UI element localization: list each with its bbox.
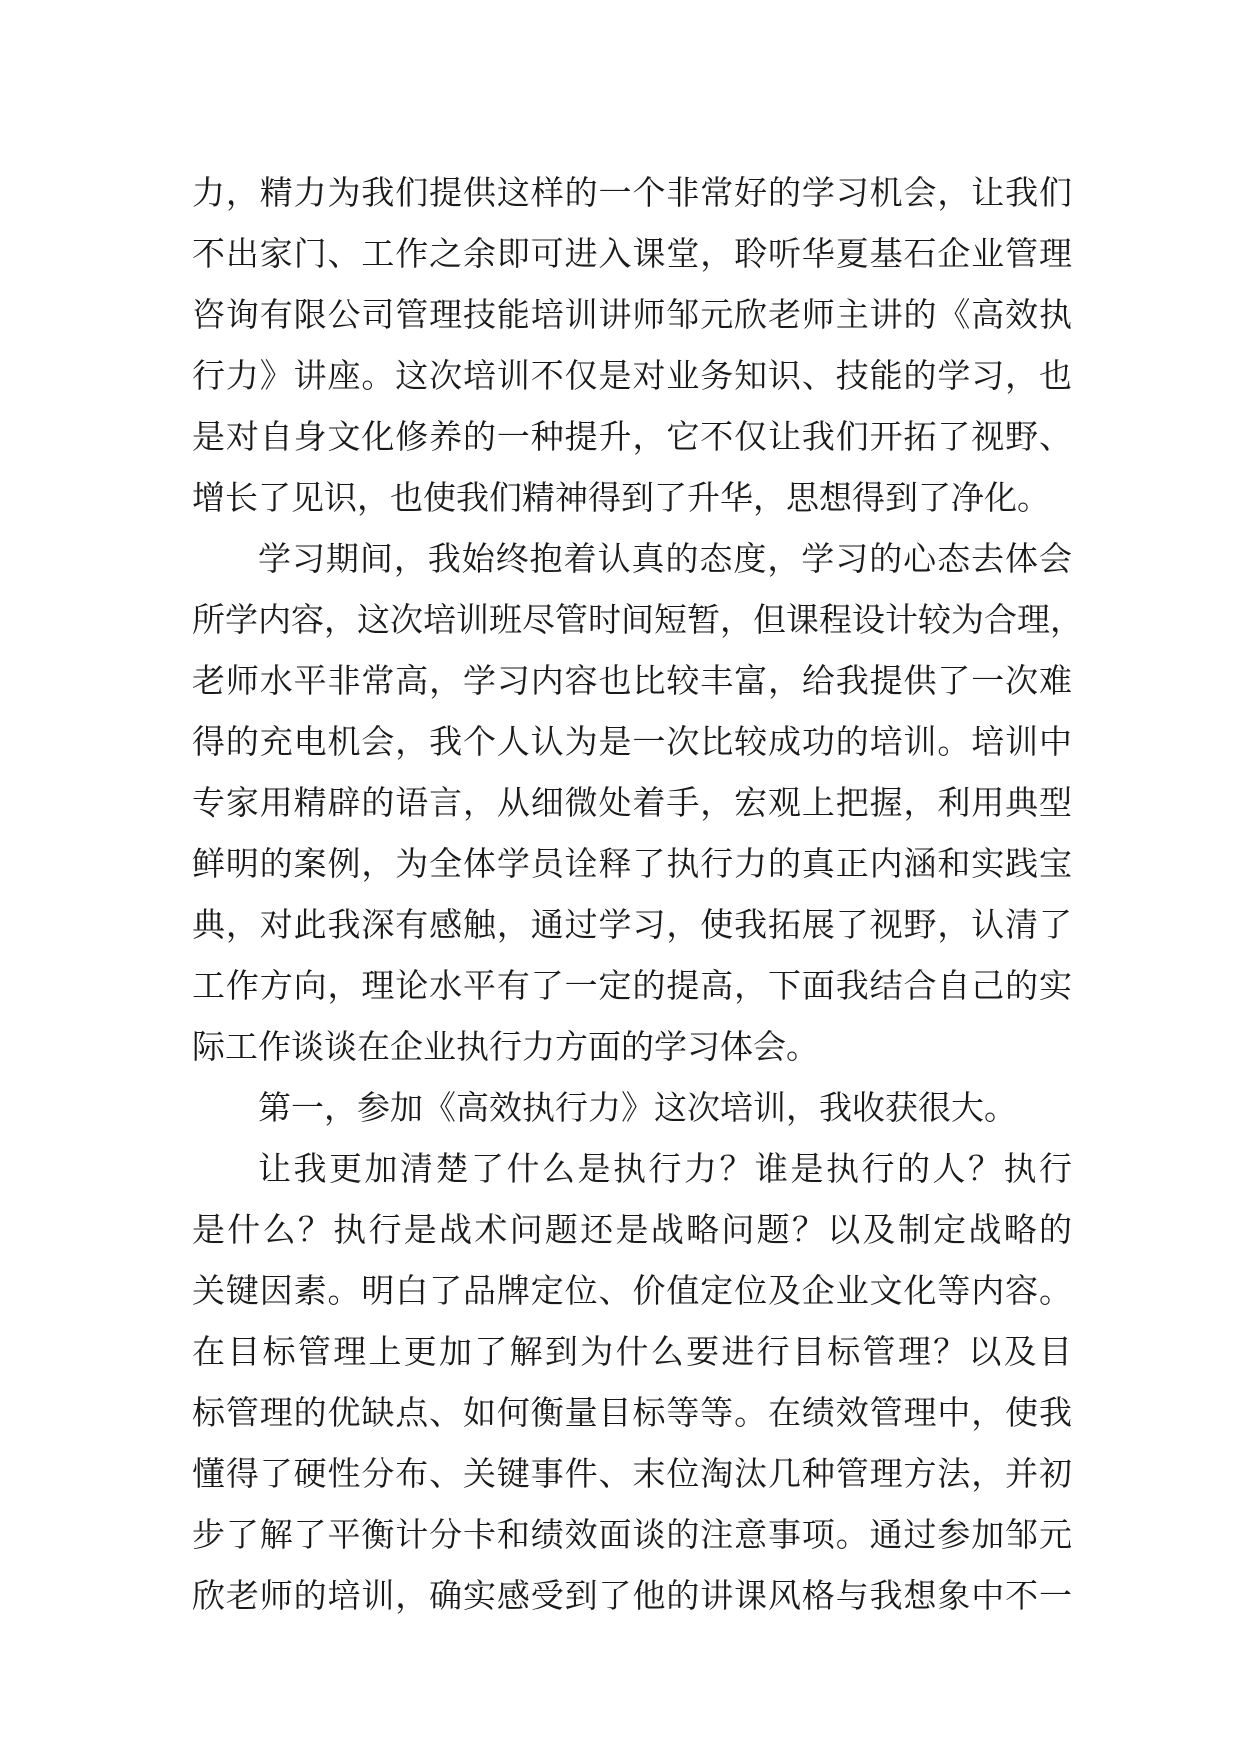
text-line: 鲜明的案例，为全体学员诠释了执行力的真正内涵和实践宝 xyxy=(192,844,1072,883)
text-line: 典，对此我深有感触，通过学习，使我拓展了视野，认清了 xyxy=(192,905,1072,944)
text-line: 力，精力为我们提供这样的一个非常好的学习机会，让我们 xyxy=(192,173,1072,212)
text-line: 行力》讲座。这次培训不仅是对业务知识、技能的学习，也 xyxy=(192,356,1072,395)
paragraph xyxy=(192,1138,1072,1626)
body-text xyxy=(192,162,1083,1626)
text-line: 在目标管理上更加了解到为什么要进行目标管理？以及目 xyxy=(192,1332,1072,1371)
text-line: 老师水平非常高，学习内容也比较丰富，给我提供了一次难 xyxy=(192,661,1072,700)
text-line: 第一，参加《高效执行力》这次培训，我收获很大。 xyxy=(258,1088,1017,1127)
text-line: 学习期间，我始终抱着认真的态度，学习的心态去体会 xyxy=(258,539,1072,578)
text-line: 步了解了平衡计分卡和绩效面谈的注意事项。通过参加邹元 xyxy=(192,1515,1072,1554)
text-line: 是对自身文化修养的一种提升，它不仅让我们开拓了视野、 xyxy=(192,417,1072,456)
text-line: 咨询有限公司管理技能培训讲师邹元欣老师主讲的《高效执 xyxy=(192,295,1072,334)
text-line: 关键因素。明白了品牌定位、价值定位及企业文化等内容。 xyxy=(192,1271,1072,1310)
paragraph xyxy=(192,162,1072,528)
paragraph xyxy=(192,1077,1072,1138)
text-line: 增长了见识，也使我们精神得到了升华，思想得到了净化。 xyxy=(192,478,1050,517)
text-line: 不出家门、工作之余即可进入课堂，聆听华夏基石企业管理 xyxy=(192,234,1072,273)
paragraph xyxy=(192,528,1083,1077)
text-line: 专家用精辟的语言，从细微处着手，宏观上把握，利用典型 xyxy=(192,783,1072,822)
text-line: 是什么？执行是战术问题还是战略问题？以及制定战略的 xyxy=(192,1210,1072,1249)
text-line: 得的充电机会，我个人认为是一次比较成功的培训。培训中 xyxy=(192,722,1072,761)
text-line: 让我更加清楚了什么是执行力？谁是执行的人？执行 xyxy=(258,1149,1072,1188)
text-line: 欣老师的培训，确实感受到了他的讲课风格与我想象中不一 xyxy=(192,1576,1072,1615)
text-line: 标管理的优缺点、如何衡量目标等等。在绩效管理中，使我 xyxy=(192,1393,1072,1432)
text-line: 所学内容，这次培训班尽管时间短暂，但课程设计较为合理， xyxy=(192,600,1083,639)
text-line: 懂得了硬性分布、关键事件、末位淘汰几种管理方法，并初 xyxy=(192,1454,1072,1493)
text-line: 工作方向，理论水平有了一定的提高，下面我结合自己的实 xyxy=(192,966,1072,1005)
text-line: 际工作谈谈在企业执行力方面的学习体会。 xyxy=(192,1027,819,1066)
